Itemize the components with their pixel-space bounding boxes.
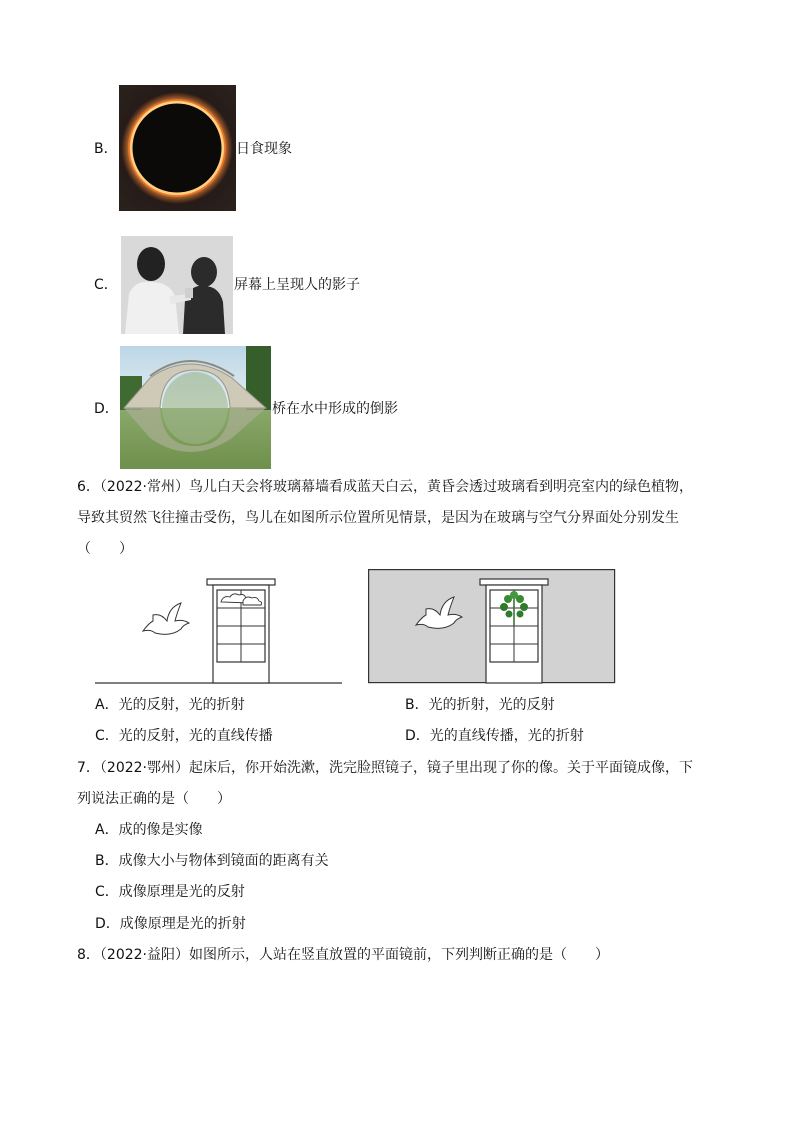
q6-option-b: B．光的折射，光的反射 <box>405 697 555 713</box>
option-b-text: 日食现象 <box>236 141 292 157</box>
option-d-text: 桥在水中形成的倒影 <box>272 401 398 417</box>
q7-line-2: 列说法正确的是（ ） <box>77 791 231 807</box>
solar-eclipse-image <box>119 85 236 211</box>
q7-line-1: 7．（2022·鄂州）起床后，你开始洗漱，洗完脸照镜子，镜子里出现了你的像。关于平面镜成像，下 <box>77 760 693 776</box>
option-c-letter: C． <box>94 277 118 293</box>
option-c-text: 屏幕上呈现人的影子 <box>234 277 360 293</box>
q7-option-a: A．成的像是实像 <box>95 822 203 838</box>
q6-option-c: C．光的反射，光的直线传播 <box>95 728 273 744</box>
q6-option-d: D．光的直线传播，光的折射 <box>405 728 584 744</box>
q6-line-3: （ ） <box>77 541 133 557</box>
shadow-photo-image <box>121 236 233 334</box>
daytime-figure <box>95 575 345 687</box>
q7-option-d: D．成像原理是光的折射 <box>95 916 246 932</box>
q8-line-1: 8．（2022·益阳）如图所示，人站在竖直放置的平面镜前，下列判断正确的是（ ） <box>77 947 609 963</box>
option-d-letter: D． <box>94 401 119 417</box>
q6-line-2: 导致其贸然飞往撞击受伤，鸟儿在如图所示位置所见情景，是因为在玻璃与空气分界面处分别发生 <box>77 510 679 526</box>
dusk-figure <box>368 569 616 685</box>
q6-line-1: 6．（2022·常州）鸟儿白天会将玻璃幕墙看成蓝天白云，黄昏会透过玻璃看到明亮室内的绿色植物， <box>77 479 693 495</box>
q7-option-c: C．成像原理是光的反射 <box>95 884 245 900</box>
bridge-reflection-image <box>120 346 271 469</box>
option-b-letter: B． <box>94 141 118 157</box>
q7-option-b: B．成像大小与物体到镜面的距离有关 <box>95 853 329 869</box>
q6-option-a: A．光的反射，光的折射 <box>95 697 245 713</box>
